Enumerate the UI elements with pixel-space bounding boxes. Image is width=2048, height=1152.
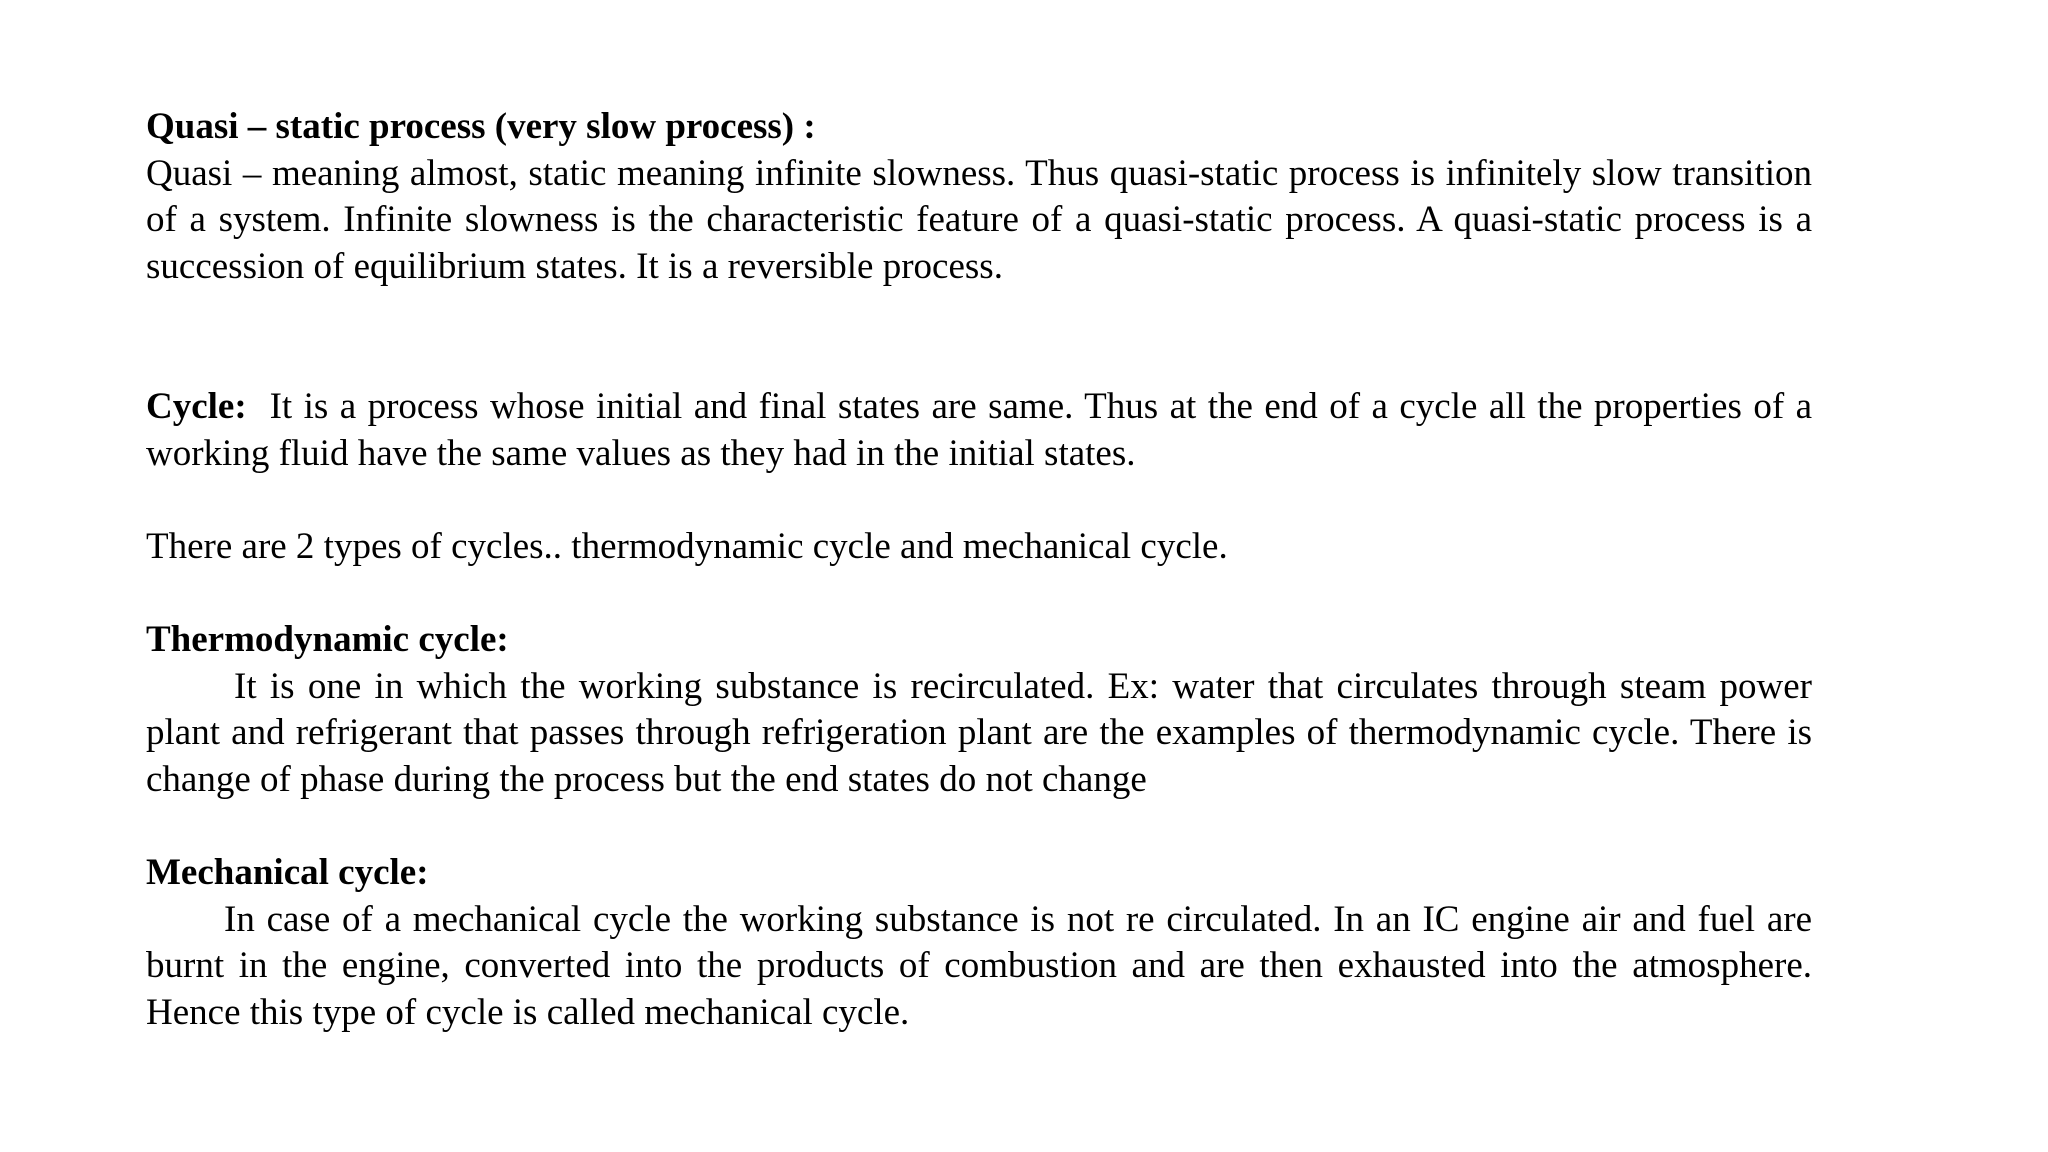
cycle-heading: Cycle: [146, 386, 247, 427]
quasi-static-heading: Quasi – static process (very slow process) : [146, 106, 816, 147]
section-cycle [146, 384, 1812, 477]
cycle-types-text: There are 2 types of cycles.. thermodynamic cycle and mechanical cycle. [146, 526, 1228, 567]
cycle-paragraph [146, 384, 1812, 477]
thermodynamic-cycle-heading: Thermodynamic cycle: [146, 619, 509, 660]
section-cycle-types [146, 524, 1812, 571]
mechanical-cycle-heading: Mechanical cycle: [146, 852, 429, 893]
mechanical-cycle-body: In case of a mechanical cycle the working substance is not re circulated. In an IC engine air and fuel are burnt in the engine, converted into the products of combustion and are then exhausted into the atmosphere. Hence this type of cycle is called mechanical cycle. [146, 898, 1812, 1033]
section-mechanical-cycle [146, 850, 1812, 1036]
section-thermodynamic-cycle [146, 617, 1812, 803]
quasi-static-body: Quasi – meaning almost, static meaning infinite slowness. Thus quasi-static process is infinitely slow transition of a system. Infinite slowness is the characteristic feature of a quasi-static process. A quasi-static process is a succession of equilibrium states. It is a reversible process. [146, 152, 1812, 287]
cycle-body: It is a process whose initial and final states are same. Thus at the end of a cycle all the properties of a working fluid have the same values as they had in the initial states. [146, 386, 1813, 474]
thermodynamic-cycle-body: It is one in which the working substance is recirculated. Ex: water that circulates through steam power plant and refrigerant that passes through refrigeration plant are the examples of thermodynamic cycle. There is change of phase during the process but the end states do not change [146, 665, 1812, 800]
section-quasi-static [146, 104, 1812, 290]
